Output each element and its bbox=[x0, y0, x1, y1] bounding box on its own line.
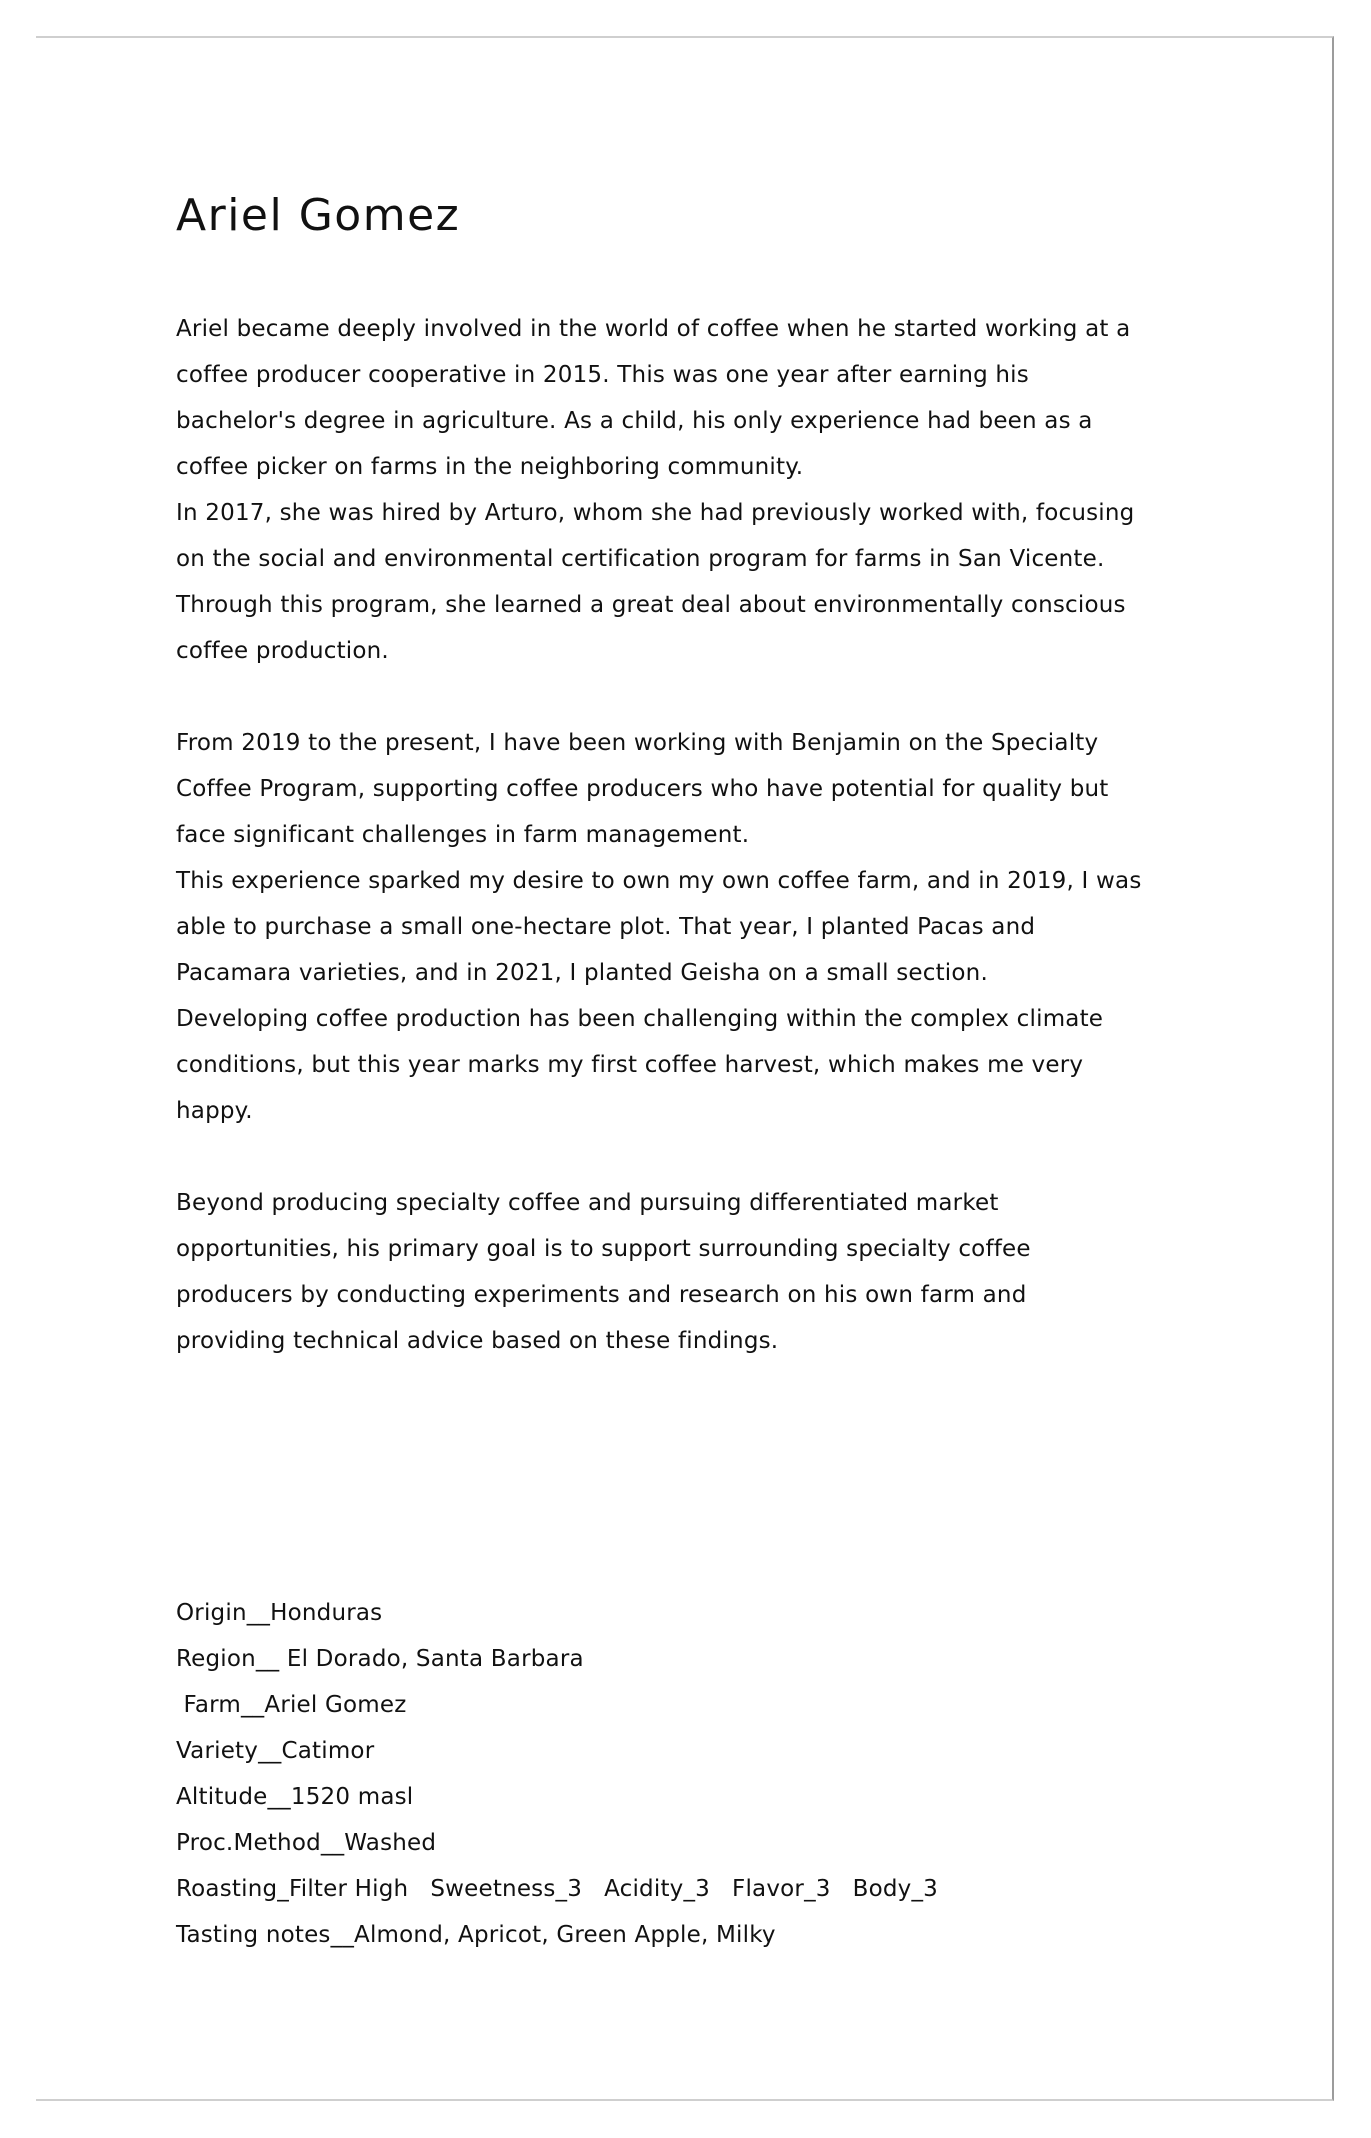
text-line: bachelor's degree in agriculture. As a child, his only experience had been as a bbox=[176, 408, 1093, 434]
text-line: producers by conducting experiments and research on his own farm and bbox=[176, 1282, 1027, 1308]
spec-region: Region__ El Dorado, Santa Barbara bbox=[176, 1646, 584, 1672]
spec-variety: Variety__Catimor bbox=[176, 1738, 375, 1764]
spec-profile-row bbox=[176, 1866, 938, 1912]
biography-paragraph-2 bbox=[176, 720, 1216, 1134]
biography bbox=[176, 306, 1216, 1410]
spec-origin: Origin__Honduras bbox=[176, 1600, 383, 1626]
text-line: Beyond producing specialty coffee and pursuing differentiated market bbox=[176, 1190, 999, 1216]
spec-farm: Farm__Ariel Gomez bbox=[176, 1692, 407, 1718]
biography-paragraph-1 bbox=[176, 306, 1216, 674]
text-line: able to purchase a small one-hectare plot. That year, I planted Pacas and bbox=[176, 914, 1036, 940]
spec-body: Body_3 bbox=[852, 1876, 939, 1902]
text-line: coffee production. bbox=[176, 638, 389, 664]
text-line: coffee picker on farms in the neighboring community. bbox=[176, 454, 804, 480]
spec-sweetness: Sweetness_3 bbox=[430, 1876, 583, 1902]
biography-paragraph-3 bbox=[176, 1180, 1216, 1364]
text-line: providing technical advice based on these findings. bbox=[176, 1328, 779, 1354]
spec-flavor: Flavor_3 bbox=[732, 1876, 831, 1902]
text-line: conditions, but this year marks my first coffee harvest, which makes me very bbox=[176, 1052, 1084, 1078]
text-line: In 2017, she was hired by Arturo, whom she had previously worked with, focusing bbox=[176, 500, 1135, 526]
text-line: coffee producer cooperative in 2015. This was one year after earning his bbox=[176, 362, 1029, 388]
text-line: This experience sparked my desire to own my own coffee farm, and in 2019, I was bbox=[176, 868, 1142, 894]
spec-acidity: Acidity_3 bbox=[604, 1876, 711, 1902]
coffee-specs bbox=[176, 1590, 938, 1958]
spec-altitude: Altitude__1520 masl bbox=[176, 1784, 414, 1810]
text-line: Coffee Program, supporting coffee producers who have potential for quality but bbox=[176, 776, 1109, 802]
text-line: From 2019 to the present, I have been working with Benjamin on the Specialty bbox=[176, 730, 1099, 756]
text-line: happy. bbox=[176, 1098, 253, 1124]
text-line: Pacamara varieties, and in 2021, I planted Geisha on a small section. bbox=[176, 960, 988, 986]
text-line: opportunities, his primary goal is to support surrounding specialty coffee bbox=[176, 1236, 1031, 1262]
text-line: Ariel became deeply involved in the world of coffee when he started working at a bbox=[176, 316, 1131, 342]
spec-process: Proc.Method__Washed bbox=[176, 1830, 437, 1856]
spec-tasting-notes: Tasting notes__Almond, Apricot, Green Apple, Milky bbox=[176, 1922, 776, 1948]
text-line: Through this program, she learned a great deal about environmentally conscious bbox=[176, 592, 1126, 618]
text-line: face significant challenges in farm management. bbox=[176, 822, 750, 848]
page-title: Ariel Gomez bbox=[176, 190, 461, 241]
spec-roasting: Roasting_Filter High bbox=[176, 1876, 409, 1902]
text-line: on the social and environmental certification program for farms in San Vicente. bbox=[176, 546, 1105, 572]
text-line: Developing coffee production has been challenging within the complex climate bbox=[176, 1006, 1104, 1032]
